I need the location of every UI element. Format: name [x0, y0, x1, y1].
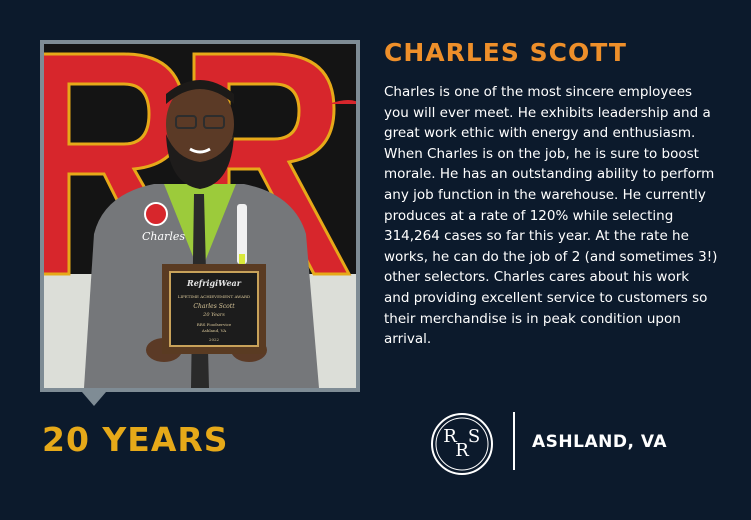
service-years: 20 YEARS: [42, 420, 229, 459]
employee-bio: Charles is one of the most sincere employees you will ever meet. He exhibits leadership and a great work ethic with energy and enthusiasm. When Charles is on the job, he is sure to boost morale. He has an outstanding ability to perform any job function in the warehouse. He currently produces at a rate of 120% while selecting 314,264 cases so far this year. At the rate he works, he can do the job of 2 (and sometimes 3!) other selectors. Charles cares about his work and providing excellent service to customers so their merchandise is in peak condition upon arrival.: [384, 84, 718, 348]
plaque-brand: RefrigiWear: [187, 278, 241, 288]
svg-text:R: R: [443, 426, 457, 447]
plaque-location: Ashland, VA: [201, 328, 227, 333]
location-label: ASHLAND, VA: [532, 432, 667, 452]
plaque-years: 20 Years: [203, 312, 225, 318]
jacket-name: Charles: [142, 230, 185, 243]
svg-text:R: R: [455, 440, 469, 461]
plaque-name: Charles Scott: [193, 303, 235, 310]
employee-name: CHARLES SCOTT: [384, 38, 627, 67]
employee-photo-illustration: [44, 44, 356, 388]
plaque-year: 2022: [208, 337, 220, 342]
employee-photo: [44, 44, 356, 388]
photo-frame: [40, 40, 360, 392]
plaque-company: RRS Foodservice: [196, 322, 232, 327]
photo-pointer: [82, 392, 106, 406]
logo-divider: [513, 412, 515, 470]
svg-text:S: S: [467, 426, 481, 447]
rrs-monogram-icon: [430, 412, 494, 476]
plaque-title: LIFETIME ACHIEVEMENT AWARD: [177, 294, 251, 299]
